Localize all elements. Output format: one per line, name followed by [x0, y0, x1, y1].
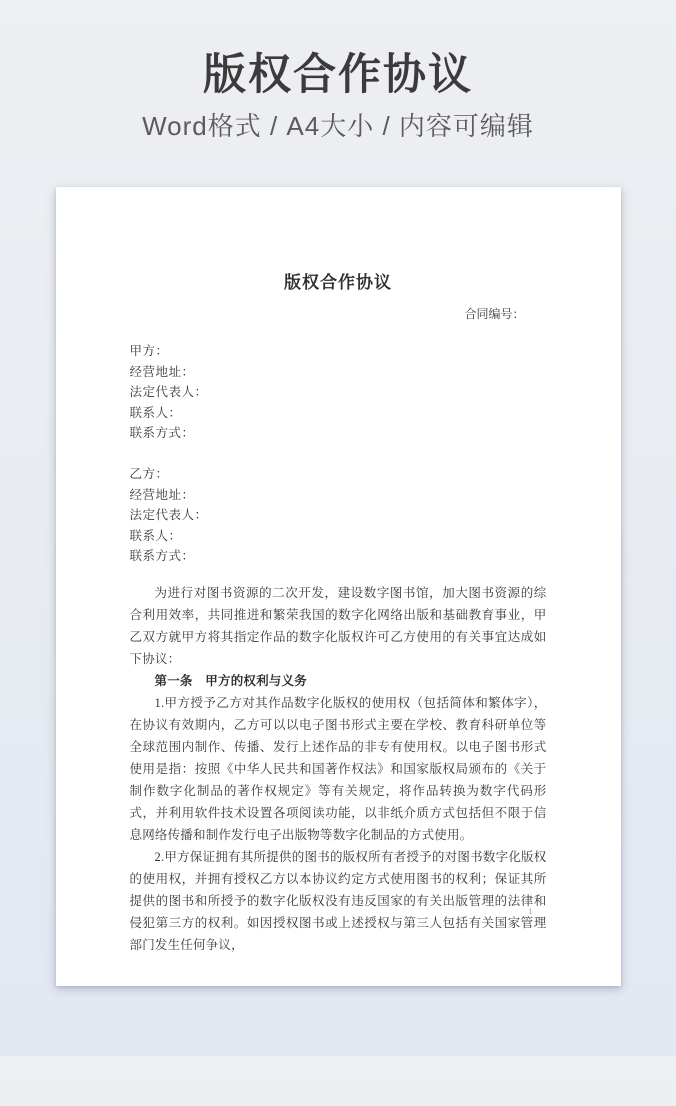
template-title: 版权合作协议: [203, 51, 473, 99]
preamble-paragraph: 为进行对图书资源的二次开发，建设数字图书馆，加大图书资源的综合利用效率，共同推进和繁荣我国的数字化网络出版和基础教育事业，甲乙双方就甲方将其指定作品的数字化版权许可乙方使用的有关事宜达成如下协议：: [129, 585, 547, 666]
party-a-address-label: 经营地址：: [129, 364, 195, 379]
party-a-contact-person-label: 联系人：: [129, 405, 182, 420]
party-b-legal-rep-label: 法定代表人：: [129, 508, 208, 522]
section-1-heading: 第一条 甲方的权利与义务: [154, 673, 307, 688]
clause-1-paragraph: 1.甲方授予乙方对其作品数字化版权的使用权（包括简体和繁体字），在协议有效期内，乙方可以以电子图书形式主要在学校、教育科研单位等全球范围内制作、传播、发行上述作品的非专有使用权。以电子图书形式使用是指：按照《中华人民共和国著作权法》和国家版权局颁布的《关于制作数字化制品的著作权规定》等有关规定，将作品转换为数字代码形式，并利用软件技术设置各项阅读功能，以非纸介质方式包括但不限于信息网络传播和制作发行电子出版物等数字化制品的方式使用。: [129, 695, 547, 842]
party-a-legal-rep-label: 法定代表人：: [129, 385, 208, 399]
page-number: 1: [528, 907, 533, 916]
template-subtitle: Word格式 / A4大小 / 内容可编辑: [142, 111, 534, 141]
party-b-address-label: 经营地址：: [129, 487, 195, 502]
document-body: [130, 582, 547, 956]
template-header: [0, 50, 676, 143]
party-a-name-label: 甲方：: [129, 344, 169, 358]
party-b-contact-method-label: 联系方式：: [129, 549, 195, 563]
party-a-block: [130, 341, 547, 444]
document-page: [56, 187, 621, 986]
spacer: [130, 444, 547, 465]
page: [0, 50, 676, 1106]
party-b-contact-person-label: 联系人：: [129, 528, 182, 543]
document-title: 版权合作协议: [284, 273, 392, 292]
party-a-contact-method-label: 联系方式：: [129, 426, 195, 440]
party-b-name-label: 乙方：: [129, 467, 169, 481]
party-b-block: [130, 464, 547, 567]
clause-2-paragraph: 2.甲方保证拥有其所提供的图书的版权所有者授予的对图书数字化版权的使用权，并拥有授权乙方以本协议约定方式使用图书的权利；保证其所提供的图书和所授予的数字化版权没有违反国家的有关出版管理的法律和侵犯第三方的权利。如因授权图书或上述授权与第三人包括有关国家管理部门发生任何争议，: [129, 849, 547, 952]
contract-number-label: 合同编号：: [464, 307, 525, 321]
